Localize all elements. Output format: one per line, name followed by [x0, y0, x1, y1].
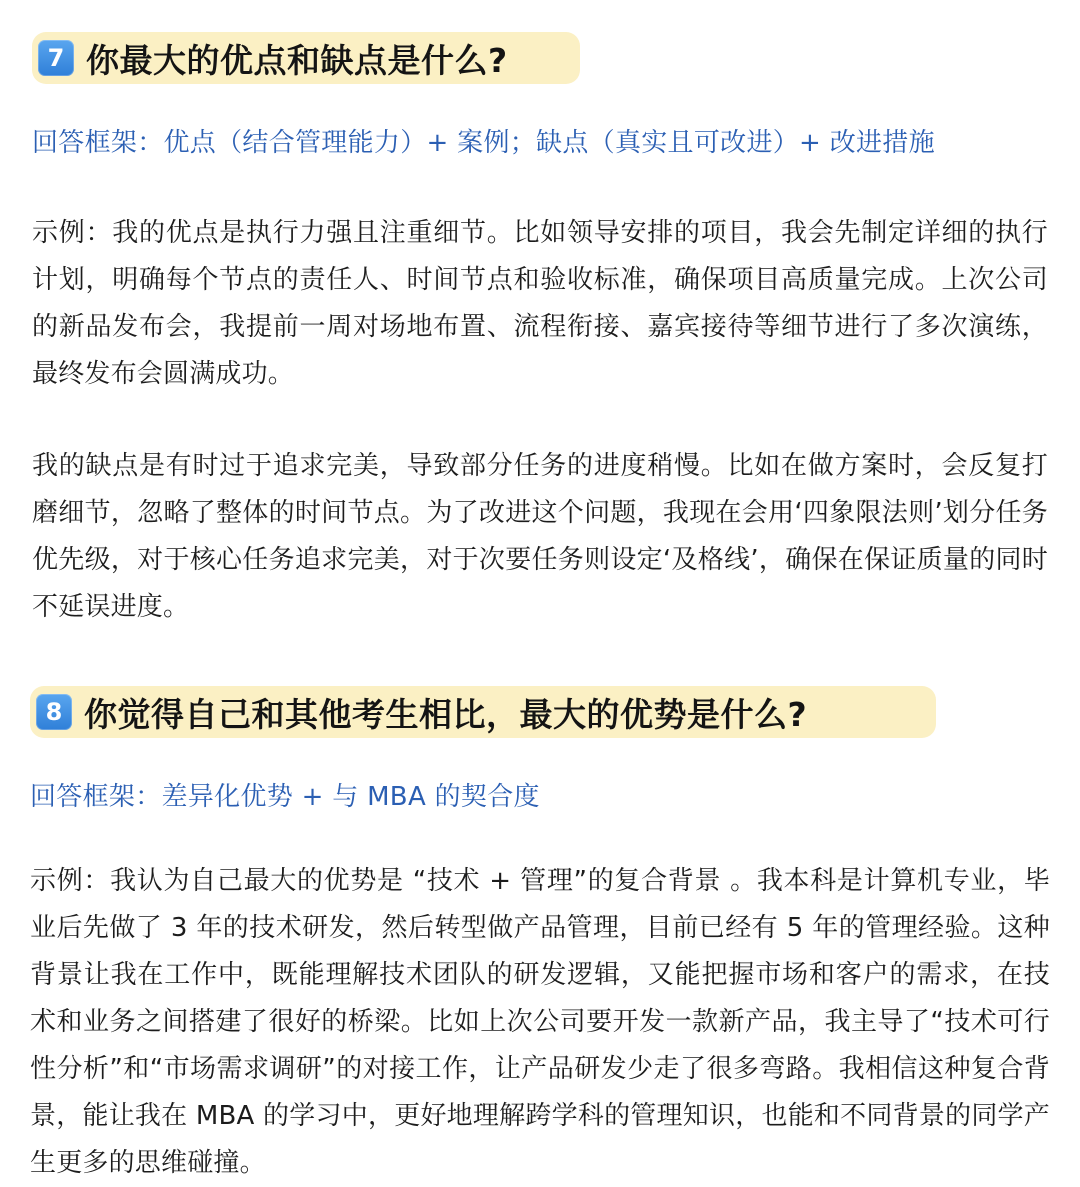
question-8-heading [30, 686, 936, 738]
question-7-framework: 回答框架：优点（结合管理能力）+ 案例；缺点（真实且可改进）+ 改进措施 [32, 128, 935, 158]
question-7-heading [32, 32, 580, 84]
question-7-example-strengths: 示例：我的优点是执行力强且注重细节。比如领导安排的项目，我会先制定详细的执行计划，明确每个节点的责任人、时间节点和验收标准，确保项目高质量完成。上次公司的新品发布会，我提前一周对场地布置、流程衔接、嘉宾接待等细节进行了多次演练，最终发布会圆满成功。 [32, 218, 1048, 389]
question-8-title: 你觉得自己和其他考生相比，最大的优势是什么? [84, 694, 808, 734]
question-8-example: 示例：我认为自己最大的优势是 “技术 + 管理”的复合背景 。我本科是计算机专业，毕业后先做了 3 年的技术研发，然后转型做产品管理，目前已经有 5 年的管理经验。这种背景让我在工作中，既能理解技术团队的研发逻辑，又能把握市场和客户的需求，在技术和业务之间搭建了很好的桥梁。比如上次公司要开发一款新产品，我主导了“技术可行性分析”和“市场需求调研”的对接工作，让产品研发少走了很多弯路。我相信这种复合背景，能让我在 MBA 的学习中，更好地理解跨学科的管理知识，也能和不同背景的同学产生更多的思维碰撞。 [30, 866, 1050, 1178]
question-8-framework: 回答框架：差异化优势 + 与 MBA 的契合度 [30, 782, 540, 812]
question-7-title: 你最大的优点和缺点是什么? [86, 40, 508, 80]
number-7-icon: 7 [38, 40, 74, 76]
question-7-example-weakness: 我的缺点是有时过于追求完美，导致部分任务的进度稍慢。比如在做方案时，会反复打磨细节，忽略了整体的时间节点。为了改进这个问题，我现在会用‘四象限法则’划分任务优先级，对于核心任务追求完美，对于次要任务则设定‘及格线’，确保在保证质量的同时不延误进度。 [32, 451, 1048, 622]
number-8-icon: 8 [36, 694, 72, 730]
